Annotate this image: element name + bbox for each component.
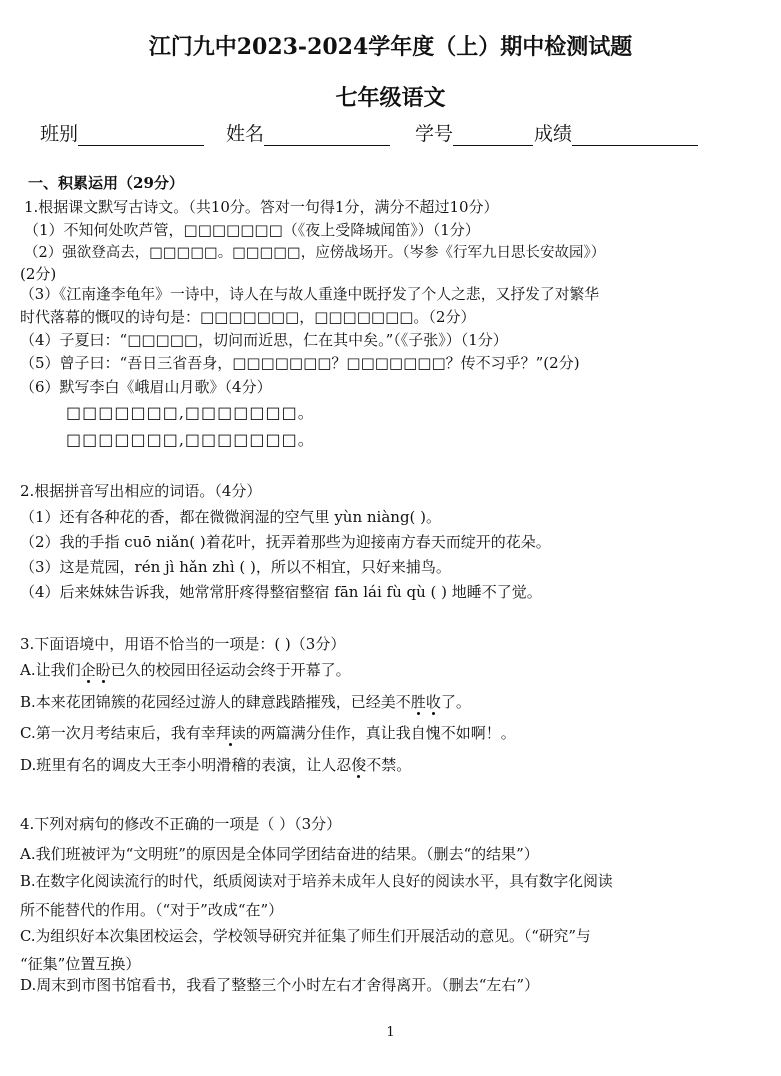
name-field[interactable]: [226, 119, 390, 146]
q3-a-dotted-char-1: 企: [80, 661, 96, 679]
section-heading: 一、积累运用（29分）: [28, 174, 184, 192]
q4-option-b-line-2[interactable]: 所不能替代的作用。（“对于”改成“在”）: [20, 901, 284, 919]
class-field[interactable]: [40, 119, 204, 146]
q1-line-6: （6）默写李白《峨眉山月歌》（4分）: [20, 378, 272, 396]
q3-b-dotted-char-1: 胜: [410, 693, 426, 711]
q3-option-a[interactable]: [20, 659, 351, 681]
exam-subtitle: 七年级语文: [335, 85, 446, 111]
q3-option-c[interactable]: [20, 722, 516, 744]
student-id-field[interactable]: [415, 119, 533, 146]
q3-c-dotted-word: 拜读: [215, 724, 246, 742]
q4-option-a[interactable]: A.我们班被评为“文明班”的原因是全体同学团结奋进的结果。（删去“的结果”）: [20, 845, 539, 863]
q3-c-text-post: 的两篇满分佳作，真让我自愧不如啊！。: [245, 724, 516, 742]
q2-line-3[interactable]: （3）这是荒园，rén jì hǎn zhì ( )，所以不相宜，只好来捕鸟。: [20, 558, 451, 576]
q3-d-dotted-char: 俊: [351, 756, 367, 774]
q4-option-c-line-2[interactable]: “征集”位置互换）: [20, 955, 141, 973]
q1-line-5[interactable]: （5）曾子曰：“吾日三省吾身，□□□□□□□？□□□□□□□？传不习乎？”(2分): [20, 354, 580, 372]
q4-stem: 4.下列对病句的修改不正确的一项是（ ）（3分）: [20, 815, 342, 833]
score-label: 成绩: [534, 123, 573, 145]
q1-poem-line-a[interactable]: □□□□□□□,□□□□□□□。: [66, 403, 315, 422]
page-number: 1: [386, 1025, 395, 1040]
q3-option-b[interactable]: [20, 691, 471, 713]
student-id-label: 学号: [415, 123, 454, 145]
score-field[interactable]: [534, 119, 698, 146]
q1-poem-line-b[interactable]: □□□□□□□,□□□□□□□。: [66, 430, 315, 449]
q1-line-3: （3）《江南逢李龟年》一诗中，诗人在与故人重逢中既抒发了个人之悲，又抒发了对繁华: [20, 286, 600, 303]
q3-b-text-post: 了。: [440, 693, 471, 711]
q3-b-text-pre: B.本来花团锦簇的花园经过游人的肆意践踏摧残，已经美不: [20, 693, 411, 711]
student-id-blank[interactable]: [453, 125, 533, 146]
q3-a-text-pre: A.让我们: [20, 661, 81, 679]
q3-a-text-post: 已久的校园田径运动会终于开幕了。: [110, 661, 351, 679]
q3-a-dotted-char-2: 盼: [95, 661, 111, 679]
q3-c-text-pre: C.第一次月考结束后，我有幸: [20, 724, 216, 742]
class-blank[interactable]: [78, 125, 204, 146]
q4-option-d[interactable]: D.周末到市图书馆看书，我看了整整三个小时左右才舍得离开。（删去“左右”）: [20, 976, 540, 994]
class-label: 班别: [40, 123, 79, 145]
q1-line-1[interactable]: （1）不知何处吹芦管，□□□□□□□（《夜上受降城闻笛》）（1分）: [24, 221, 480, 239]
q4-option-c-line-1[interactable]: C.为组织好本次集团校运会，学校领导研究并征集了师生们开展活动的意见。（“研究”与: [20, 928, 591, 945]
q3-d-text-post: 不禁。: [366, 756, 412, 774]
exam-title: 江门九中2023-2024学年度（上）期中检测试题: [148, 34, 633, 60]
q3-stem: 3.下面语境中，用语不恰当的一项是：( )（3分）: [20, 635, 346, 653]
q2-line-1[interactable]: （1）还有各种花的香，都在微微润湿的空气里 yùn niàng( )。: [20, 508, 442, 526]
q1-line-4[interactable]: （4）子夏曰：“□□□□□，切问而近思，仁在其中矣。”（《子张》）（1分）: [20, 331, 508, 349]
name-blank[interactable]: [264, 125, 390, 146]
q1-line-2[interactable]: （2）强欲登高去，□□□□□。□□□□□，应傍战场开。（岑参《行军九日思长安故园》）: [24, 245, 606, 261]
q3-d-text-pre: D.班里有名的调皮大王李小明滑稽的表演，让人忍: [20, 756, 352, 774]
score-blank[interactable]: [572, 125, 698, 146]
q3-b-dotted-char-2: 收: [425, 693, 441, 711]
name-label: 姓名: [226, 123, 265, 145]
q3-option-d[interactable]: [20, 754, 411, 776]
q4-option-b-line-1[interactable]: B.在数字化阅读流行的时代，纸质阅读对于培养未成年人良好的阅读水平，具有数字化阅读: [20, 873, 613, 890]
q2-line-2[interactable]: （2）我的手指 cuō niǎn( )着花叶，抚弄着那些为迎接南方春天而绽开的花朵。: [20, 533, 551, 551]
q2-line-4[interactable]: （4）后来妹妹告诉我，她常常肝疼得整宿整宿 fān lái fù qù ( ) 地睡不了觉。: [20, 583, 542, 601]
q2-stem: 2.根据拼音写出相应的词语。（4分）: [20, 482, 262, 500]
student-info-row: [40, 119, 740, 147]
q1-line-2-score: (2分): [20, 265, 57, 283]
q1-stem: 1.根据课文默写古诗文。（共10分。答对一句得1分，满分不超过10分）: [24, 198, 499, 216]
q1-line-3-answer[interactable]: 时代落幕的慨叹的诗句是：□□□□□□□，□□□□□□□。（2分）: [20, 308, 476, 326]
